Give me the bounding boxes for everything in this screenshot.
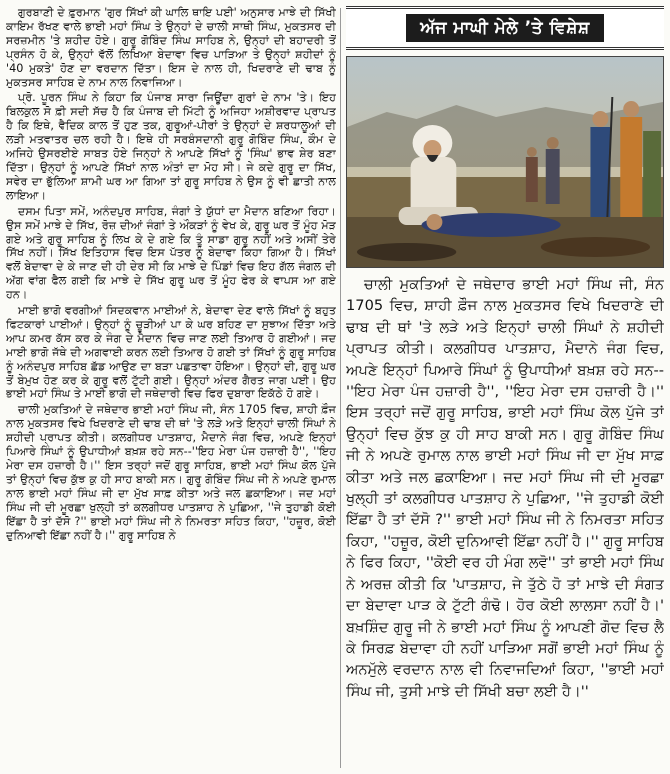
article-paragraph: ਚਾਲੀ ਮੁਕਤਿਆਂ ਦੇ ਜਥੇਦਾਰ ਭਾਈ ਮਹਾਂ ਸਿੰਘ ਜੀ, ਸੰਨ 1705 ਵਿਚ, ਸ਼ਾਹੀ ਫ਼ੌਜ ਨਾਲ ਮੁਕਤਸਰ ਵਿਖੇ ਖਿਦਰਾਣੇ ਦੀ ਢਾਬ ਦੀ ਥਾਂ 'ਤੇ ਲੜੇ ਅਤੇ ਇਨ੍ਹਾਂ ਚਾਲੀ ਸਿੰਘਾਂ ਨੇ ਸ਼ਹੀਦੀ ਪ੍ਰਾਪਤ ਕੀਤੀ। ਕਲਗੀਧਰ ਪਾਤਸ਼ਾਹ, ਮੈਦਾਨੇ ਜੰਗ ਵਿਚ, ਅਪਣੇ ਇਨ੍ਹਾਂ ਪਿਆਰੇ ਸਿੰਘਾਂ ਨੂੰ ਉਪਾਧੀਆਂ ਬਖ਼ਸ਼ ਰਹੇ ਸਨ--''ਇਹ ਮੇਰਾ ਪੰਜ ਹਜ਼ਾਰੀ ਹੈ'', ''ਇਹ ਮੇਰਾ ਦਸ ਹਜ਼ਾਰੀ ਹੈ।'' ਇਸ ਤਰ੍ਹਾਂ ਜਦੋਂ ਗੁਰੂ ਸਾਹਿਬ, ਭਾਈ ਮਹਾਂ ਸਿੰਘ ਕੋਲ ਪੁੱਜੇ ਤਾਂ ਉਨ੍ਹਾਂ ਵਿਚ ਕੁੱਝ ਕੁ ਹੀ ਸਾਹ ਬਾਕੀ ਸਨ। ਗੁਰੂ ਗੋਬਿੰਦ ਸਿੰਘ ਜੀ ਨੇ ਅਪਣੇ ਰੁਮਾਲ ਨਾਲ ਭਾਈ ਮਹਾਂ ਸਿੰਘ ਜੀ ਦਾ ਮੁੱਖ ਸਾਫ਼ ਕੀਤਾ ਅਤੇ ਜਲ ਛਕਾਇਆ। ਜਦ ਮਹਾਂ ਸਿੰਘ ਜੀ ਦੀ ਮੂਰਛਾ ਖੁਲ੍ਹੀ ਤਾਂ ਕਲਗੀਧਰ ਪਾਤਸ਼ਾਹ ਨੇ ਪੁਛਿਆ, ''ਜੇ ਤੁਹਾਡੀ ਕੋਈ ਇੱਛਾ ਹੈ ਤਾਂ ਦੱਸੋ ?'' ਭਾਈ ਮਹਾਂ ਸਿੰਘ ਜੀ ਨੇ ਨਿਮਰਤਾ ਸਹਿਤ ਕਿਹਾ, ''ਹਜ਼ੂਰ, ਕੋਈ ਦੁਨਿਆਵੀ ਇੱਛਾ ਨਹੀਂ ਹੈ।'' ਗੁਰੂ ਸਾਹਿਬ ਨੇ <box>6 403 336 542</box>
article-paragraph: ਪ੍ਰੋ. ਪੂਰਨ ਸਿੰਘ ਨੇ ਕਿਹਾ ਕਿ ਪੰਜਾਬ ਸਾਰਾ ਜਿਊਂਦਾ ਗੁਰਾਂ ਦੇ ਨਾਮ 'ਤੇ। ਇਹ ਬਿਲਕੁਲ ਸੋ ਫ਼ੀ ਸਦੀ ਸੱਚ ਹੈ ਕਿ ਪੰਜਾਬ ਦੀ ਮਿੱਟੀ ਨੂੰ ਅਜਿਹਾ ਅਸ਼ੀਰਵਾਦ ਪ੍ਰਾਪਤ ਹੈ ਕਿ ਇਥੇ, ਵੈਦਿਕ ਕਾਲ ਤੋਂ ਹੁਣ ਤਕ, ਗੁਰੂਆਂ-ਪੀਰਾਂ ਤੇ ਉਨ੍ਹਾਂ ਦੇ ਸ਼ਰਧਾਲੂਆਂ ਦੀ ਲੜੀ ਮਤਵਾਤਰ ਚਲ ਰਹੀ ਹੈ। ਇਥੇ ਹੀ ਸਰਬੰਸਦਾਨੀ ਗੁਰੂ ਗੋਬਿੰਦ ਸਿੰਘ, ਕੌਮ ਦੇ ਅਜਿਹੇ ਉਸਰਈਏ ਸਾਬਤ ਹੋਏ ਜਿਨ੍ਹਾਂ ਨੇ ਆਪਣੇ ਸਿੱਖਾਂ ਨੂੰ 'ਸਿੰਘ' ਭਾਵ ਸ਼ੇਰ ਬਣਾ ਦਿੱਤਾ। ਉਨ੍ਹਾਂ ਨੂੰ ਆਪਣੇ ਸਿੱਖਾਂ ਨਾਲ ਅੰਤਾਂ ਦਾ ਮੋਹ ਸੀ। ਜੇ ਕਦੇ ਗੁਰੂ ਦਾ ਸਿੱਖ, ਸਵੇਰ ਦਾ ਭੁੱਲਿਆ ਸ਼ਾਮੀ ਘਰ ਆ ਗਿਆ ਤਾਂ ਗੁਰੂ ਸਾਹਿਬ ਨੇ ਉਸ ਨੂੰ ਵੀ ਛਾਤੀ ਨਾਲ ਲਾਇਆ। <box>6 91 336 202</box>
section-banner <box>346 6 664 50</box>
painting-illustration <box>347 57 663 267</box>
article-paragraph: ਚਾਲੀ ਮੁਕਤਿਆਂ ਦੇ ਜਥੇਦਾਰ ਭਾਈ ਮਹਾਂ ਸਿੰਘ ਜੀ, ਸੰਨ 1705 ਵਿਚ, ਸ਼ਾਹੀ ਫ਼ੌਜ ਨਾਲ ਮੁਕਤਸਰ ਵਿਖੇ ਖਿਦਰਾਣੇ ਦੀ ਢਾਬ ਦੀ ਥਾਂ 'ਤੇ ਲੜੇ ਅਤੇ ਇਨ੍ਹਾਂ ਚਾਲੀ ਸਿੰਘਾਂ ਨੇ ਸ਼ਹੀਦੀ ਪ੍ਰਾਪਤ ਕੀਤੀ। ਕਲਗੀਧਰ ਪਾਤਸ਼ਾਹ, ਮੈਦਾਨੇ ਜੰਗ ਵਿਚ, ਅਪਣੇ ਇਨ੍ਹਾਂ ਪਿਆਰੇ ਸਿੰਘਾਂ ਨੂੰ ਉਪਾਧੀਆਂ ਬਖ਼ਸ਼ ਰਹੇ ਸਨ--''ਇਹ ਮੇਰਾ ਪੰਜ ਹਜ਼ਾਰੀ ਹੈ'', ''ਇਹ ਮੇਰਾ ਦਸ ਹਜ਼ਾਰੀ ਹੈ।'' ਇਸ ਤਰ੍ਹਾਂ ਜਦੋਂ ਗੁਰੂ ਸਾਹਿਬ, ਭਾਈ ਮਹਾਂ ਸਿੰਘ ਕੋਲ ਪੁੱਜੇ ਤਾਂ ਉਨ੍ਹਾਂ ਵਿਚ ਕੁੱਝ ਕੁ ਹੀ ਸਾਹ ਬਾਕੀ ਸਨ। ਗੁਰੂ ਗੋਬਿੰਦ ਸਿੰਘ ਜੀ ਨੇ ਅਪਣੇ ਰੁਮਾਲ ਨਾਲ ਭਾਈ ਮਹਾਂ ਸਿੰਘ ਜੀ ਦਾ ਮੁੱਖ ਸਾਫ਼ ਕੀਤਾ ਅਤੇ ਜਲ ਛਕਾਇਆ। ਜਦ ਮਹਾਂ ਸਿੰਘ ਜੀ ਦੀ ਮੂਰਛਾ ਖੁਲ੍ਹੀ ਤਾਂ ਕਲਗੀਧਰ ਪਾਤਸ਼ਾਹ ਨੇ ਪੁਛਿਆ, ''ਜੇ ਤੁਹਾਡੀ ਕੋਈ ਇੱਛਾ ਹੈ ਤਾਂ ਦੱਸੋ ?'' ਭਾਈ ਮਹਾਂ ਸਿੰਘ ਜੀ ਨੇ ਨਿਮਰਤਾ ਸਹਿਤ ਕਿਹਾ, ''ਹਜ਼ੂਰ, ਕੋਈ ਦੁਨਿਆਵੀ ਇੱਛਾ ਨਹੀਂ ਹੈ।'' ਗੁਰੂ ਸਾਹਿਬ ਨੇ ਫਿਰ ਕਿਹਾ, ''ਕੋਈ ਵਰ ਹੀ ਮੰਗ ਲਵੋ'' ਤਾਂ ਭਾਈ ਮਹਾਂ ਸਿੰਘ ਨੇ ਅਰਜ਼ ਕੀਤੀ ਕਿ 'ਪਾਤਸ਼ਾਹ, ਜੇ ਤੁੱਠੇ ਹੋ ਤਾਂ ਮਾਝੇ ਦੀ ਸੰਗਤ ਦਾ ਬੇਦਾਵਾ ਪਾੜ ਕੇ ਟੁੱਟੀ ਗੰਢੋ। ਹੋਰ ਕੋਈ ਲਾਲਸਾ ਨਹੀਂ ਹੈ।' ਬਖ਼ਸ਼ਿੰਦ ਗੁਰੂ ਜੀ ਨੇ ਭਾਈ ਮਹਾਂ ਸਿੰਘ ਨੂੰ ਆਪਣੀ ਗੋਦ ਵਿਚ ਲੈ ਕੇ ਸਿਰਫ਼ ਬੇਦਾਵਾ ਹੀ ਨਹੀਂ ਪਾੜਿਆ ਸਗੋਂ ਭਾਈ ਮਹਾਂ ਸਿੰਘ ਨੂੰ ਅਨਮੁੱਲੇ ਵਰਦਾਨ ਨਾਲ ਵੀ ਨਿਵਾਜਦਿਆਂ ਕਿਹਾ, ''ਭਾਈ ਮਹਾਂ ਸਿੰਘ ਜੀ, ਤੁਸੀ ਮਾਝੇ ਦੀ ਸਿੱਖੀ ਬਚਾ ਲਈ ਹੈ।'' <box>346 276 664 700</box>
article-paragraph: ਮਾਈ ਭਾਗੋ ਵਰਗੀਆਂ ਸਿਦਕਵਾਨ ਮਾਈਆਂ ਨੇ, ਬੇਦਾਵਾ ਦੇਣ ਵਾਲੇ ਸਿੱਖਾਂ ਨੂੰ ਬਹੁਤ ਫਿਟਕਾਰਾਂ ਪਾਈਆਂ। ਉਨ੍ਹਾਂ ਨੂੰ ਚੂੜੀਆਂ ਪਾ ਕੇ ਘਰ ਬਹਿਣ ਦਾ ਸੁਝਾਅ ਦਿੱਤਾ ਅਤੇ ਆਪ ਕਮਰ ਕੱਸ ਕਰ ਕੇ ਜੰਗ ਦੇ ਮੈਦਾਨ ਵਿਚ ਜਾਣ ਲਈ ਤਿਆਰ ਹੋ ਗਈਆਂ। ਜਦ ਮਾਈ ਭਾਗੋ ਜੱਥੇ ਦੀ ਅਗਵਾਈ ਕਰਨ ਲਈ ਤਿਆਰ ਹੋ ਗਈ ਤਾਂ ਸਿੱਖਾਂ ਨੂੰ ਗੁਰੂ ਸਾਹਿਬ ਨੂੰ ਅਨੰਦਪੁਰ ਸਾਹਿਬ ਛੱਡ ਆਉਣ ਦਾ ਬੜਾ ਪਛਤਾਵਾ ਹੋਇਆ। ਉਨ੍ਹਾਂ ਦੀ, ਗੁਰੂ ਘਰ ਤੋਂ ਬੇਮੁਖ ਹੋਣ ਕਰ ਕੇ ਗੁਰੂ ਵਲੋਂ ਟੁੱਟੀ ਗਈ। ਉਨ੍ਹਾਂ ਅੰਦਰ ਗੈਰਤ ਜਾਗ ਪਈ। ਉਹ ਭਾਈ ਮਹਾਂ ਸਿੰਘ ਤੇ ਮਾਈ ਭਾਗੋ ਦੀ ਜਥੇਦਾਰੀ ਵਿਚ ਫਿਰ ਦੁਬਾਰਾ ਇਕੱਠੇ ਹੋ ਗਏ। <box>6 304 336 401</box>
right-article-text <box>346 274 664 702</box>
banner-title: ਅੱਜ ਮਾਘੀ ਮੇਲੇ ’ਤੇ ਵਿਸ਼ੇਸ਼ <box>406 14 603 42</box>
article-paragraph: ਗੁਰਬਾਣੀ ਦੇ ਫ਼ੁਰਮਾਨ 'ਗੁਰ ਸਿੱਖਾਂ ਕੀ ਘਾਲਿ ਥਾਇ ਪਈ' ਅਨੁਸਾਰ ਮਾਝੇ ਦੀ ਸਿੱਖੀ ਕਾਇਮ ਰੱਖਣ ਵਾਲੇ ਭਾਈ ਮਹਾਂ ਸਿੰਘ ਤੇ ਉਨ੍ਹਾਂ ਦੇ ਚਾਲੀ ਸਾਥੀ ਸਿੰਘ, ਮੁਕਤਸਰ ਦੀ ਸਰਜ਼ਮੀਨ 'ਤੇ ਸ਼ਹੀਦ ਹੋਏ। ਗੁਰੂ ਗੋਬਿੰਦ ਸਿੰਘ ਸਾਹਿਬ ਨੇ, ਉਨ੍ਹਾਂ ਦੀ ਬਹਾਦਰੀ ਤੋਂ ਪ੍ਰਸੰਨ ਹੋ ਕੇ, ਉਨ੍ਹਾਂ ਵੱਲੋਂ ਲਿਖਿਆ ਬੇਦਾਵਾ ਵਿਚ ਪਾੜਿਆ ਤੇ ਉਨ੍ਹਾਂ ਸ਼ਹੀਦਾਂ ਨੂੰ '40 ਮੁਕਤੇ' ਹੋਣ ਦਾ ਵਰਦਾਨ ਦਿੱਤਾ। ਇਸ ਦੇ ਨਾਲ ਹੀ, ਖਿਦਰਾਣੇ ਦੀ ਢਾਬ ਨੂੰ ਮੁਕਤਸਰ ਸਾਹਿਬ ਦੇ ਨਾਮ ਨਾਲ ਨਿਵਾਜਿਆ। <box>6 6 336 89</box>
painting-image <box>346 56 664 268</box>
left-article-column <box>6 6 336 772</box>
right-article-column <box>346 4 664 772</box>
column-divider <box>340 8 341 768</box>
article-paragraph: ਦਸਮ ਪਿਤਾ ਸਮੇਂ, ਅਨੰਦਪੁਰ ਸਾਹਿਬ, ਜੰਗਾਂ ਤੇ ਯੁੱਧਾਂ ਦਾ ਮੈਦਾਨ ਬਣਿਆ ਰਿਹਾ। ਉਸ ਸਮੇਂ ਮਾਝੇ ਦੇ ਸਿੱਖ, ਰੋਜ਼ ਦੀਆਂ ਜੰਗਾਂ ਤੇ ਔਕੜਾਂ ਨੂੰ ਵੇਖ ਕੇ, ਗੁਰੂ ਘਰ ਤੋਂ ਮੂੰਹ ਮੋੜ ਗਏ ਅਤੇ ਗੁਰੂ ਸਾਹਿਬ ਨੂੰ ਲਿਖ ਕੇ ਦੇ ਗਏ ਕਿ ਤੂੰ ਸਾਡਾ ਗੁਰੂ ਨਹੀਂ ਅਤੇ ਅਸੀਂ ਤੇਰੇ ਸਿੱਖ ਨਹੀਂ। ਸਿੱਖ ਇਤਿਹਾਸ ਵਿਚ ਇਸ ਪੱਤਰ ਨੂੰ ਬੇਦਾਵਾ ਕਿਹਾ ਗਿਆ ਹੈ। ਸਿੱਖਾਂ ਵਲੋਂ ਬੇਦਾਵਾ ਦੇ ਕੇ ਜਾਣ ਦੀ ਹੀ ਦੇਰ ਸੀ ਕਿ ਮਾਝੇ ਦੇ ਪਿੰਡਾਂ ਵਿਚ ਇਹ ਗੱਲ ਜੰਗਲ ਦੀ ਅੱਗ ਵਾਂਗ ਫੈਲ ਗਈ ਕਿ ਮਾਝੇ ਦੇ ਸਿੱਖ ਗੁਰੂ ਘਰ ਤੋਂ ਮੂੰਹ ਫੇਰ ਕੇ ਵਾਪਸ ਆ ਗਏ ਹਨ। <box>6 204 336 302</box>
